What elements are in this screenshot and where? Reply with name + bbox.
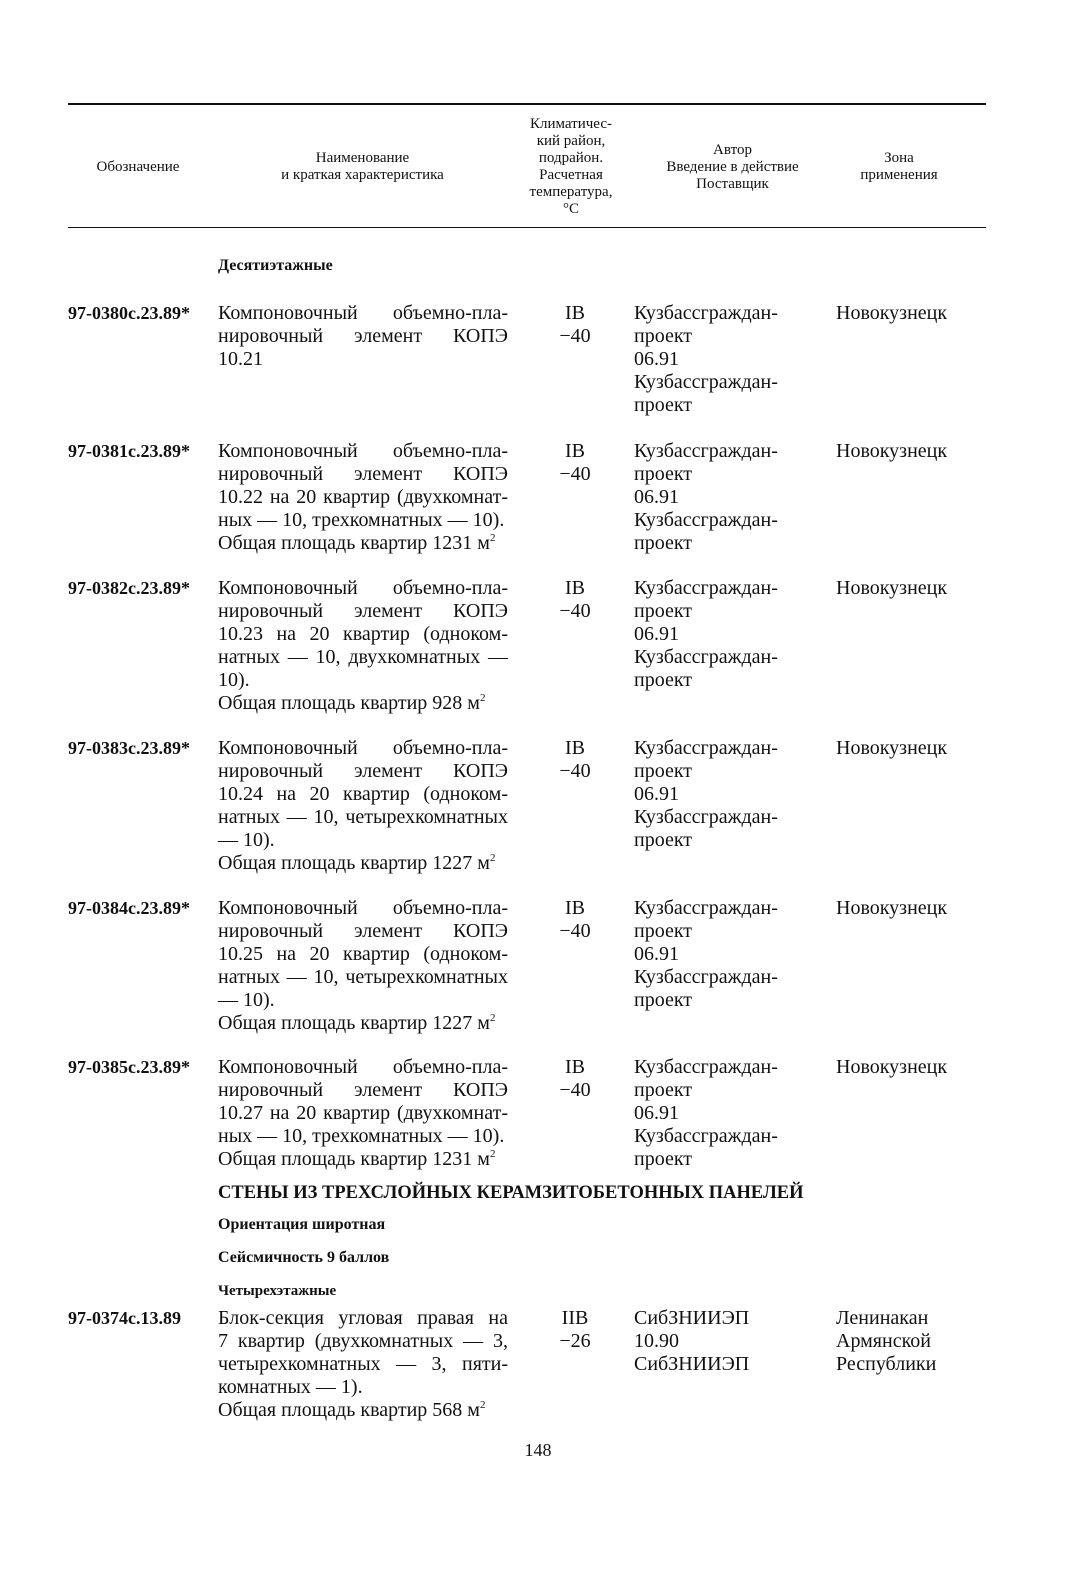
application-zone (836, 1056, 986, 1079)
area-line (218, 1148, 508, 1171)
description-line: Блок-секция угловая правая на (218, 1307, 508, 1329)
description-line: четырехкомнатных — 3, пяти- (218, 1353, 508, 1375)
description-line: ных — 10, трехкомнатных — 10). (218, 509, 505, 531)
climate-line: IB (565, 1056, 585, 1078)
author-line: проект (634, 989, 693, 1011)
description-line: 10.23 на 20 квартир (одноком- (218, 623, 508, 645)
section-ten-storey: Десятиэтажные (218, 257, 333, 274)
description-line: 10.27 на 20 квартир (двухкомнат- (218, 1102, 508, 1124)
author-line: 06.91 (634, 783, 679, 805)
description-line: нировочный элемент КОПЭ (218, 325, 508, 347)
description-line: нировочный элемент КОПЭ (218, 600, 508, 622)
author-line: проект (634, 532, 693, 554)
zone-line: Новокузнецк (836, 897, 948, 919)
description-line: — 10). (218, 829, 275, 851)
author-line: Кузбассграждан- (634, 966, 778, 988)
application-zone (836, 302, 986, 325)
header-line: Климатичес- (530, 116, 612, 132)
description (218, 897, 508, 1035)
header-line: применения (860, 167, 938, 183)
description-line: Компоновочный объемно-пла- (218, 737, 508, 759)
description-line: Компоновочный объемно-пла- (218, 440, 508, 462)
climate-region (540, 1307, 610, 1353)
application-zone (836, 440, 986, 463)
area-text: Общая площадь квартир 928 м (218, 692, 480, 714)
page-number: 148 (524, 1440, 552, 1460)
climate-line: −40 (559, 463, 591, 485)
description-line: 10.25 на 20 квартир (одноком- (218, 943, 508, 965)
description-line: — 10). (218, 989, 275, 1011)
description-line: комнатных — 1). (218, 1376, 363, 1398)
author-line: проект (634, 760, 693, 782)
area-unit-superscript: 2 (489, 852, 496, 864)
climate-region (540, 1056, 610, 1102)
header-line: Поставщик (696, 175, 769, 192)
description (218, 302, 508, 371)
author-line: Кузбассграждан- (634, 371, 778, 393)
climate-line: −40 (559, 325, 591, 347)
description-line: натных — 10, четырехкомнатных (218, 806, 508, 828)
area-unit-superscript: 2 (489, 532, 496, 544)
climate-line: IB (565, 737, 585, 759)
description-line: Компоновочный объемно-пла- (218, 577, 508, 599)
author-info (634, 440, 824, 555)
description-line: натных — 10, двухкомнатных — (218, 646, 508, 668)
description-line: Компоновочный объемно-пла- (218, 1056, 508, 1078)
description-line: 10.22 на 20 квартир (двухкомнат- (218, 486, 508, 508)
author-line: Кузбассграждан- (634, 1056, 778, 1078)
description (218, 577, 508, 715)
area-text: Общая площадь квартир 1227 м (218, 1012, 490, 1034)
zone-line: Новокузнецк (836, 577, 948, 599)
author-line: 06.91 (634, 486, 679, 508)
author-line: СибЗНИИЭП (634, 1353, 750, 1375)
author-info (634, 737, 824, 852)
description (218, 1056, 508, 1171)
author-line: Кузбассграждан- (634, 577, 778, 599)
header-line: Расчетная (539, 167, 603, 183)
author-line: Кузбассграждан- (634, 302, 778, 324)
description-line: 10). (218, 669, 250, 691)
climate-region (540, 440, 610, 486)
climate-line: IB (565, 577, 585, 599)
description (218, 737, 508, 875)
description-line: 10.24 на 20 квартир (одноком- (218, 783, 508, 805)
author-line: проект (634, 920, 693, 942)
header-author (640, 112, 825, 222)
description-line: нировочный элемент КОПЭ (218, 463, 508, 485)
designation-code: 97-0381с.23.89* (68, 441, 190, 461)
author-info (634, 577, 824, 692)
area-text: Общая площадь квартир 568 м (218, 1399, 480, 1421)
climate-line: −40 (559, 760, 591, 782)
author-info (634, 1056, 824, 1171)
header-line: °С (562, 201, 579, 217)
header-climate (512, 112, 630, 222)
author-line: 06.91 (634, 1102, 679, 1124)
area-line (218, 692, 508, 715)
designation-code: 97-0383с.23.89* (68, 738, 190, 758)
header-line: Введение в действие (666, 158, 799, 175)
author-line: 06.91 (634, 348, 679, 370)
zone-line: Армянской (836, 1330, 931, 1352)
climate-region (540, 737, 610, 783)
description-line: нировочный элемент КОПЭ (218, 920, 508, 942)
climate-line: −40 (559, 600, 591, 622)
author-line: Кузбассграждан- (634, 646, 778, 668)
author-line: проект (634, 394, 693, 416)
description-line: нировочный элемент КОПЭ (218, 1079, 508, 1101)
author-line: проект (634, 463, 693, 485)
climate-line: IB (565, 440, 585, 462)
header-line: Зона (884, 150, 914, 166)
author-line: Кузбассграждан- (634, 509, 778, 531)
author-line: проект (634, 600, 693, 622)
author-line: проект (634, 1079, 693, 1101)
application-zone (836, 1307, 986, 1376)
designation-code: 97-0374с.13.89 (68, 1308, 181, 1328)
header-line: Обозначение (96, 158, 180, 175)
header-line: температура, (529, 184, 613, 200)
climate-region (540, 897, 610, 943)
description (218, 1307, 508, 1422)
author-line: Кузбассграждан- (634, 737, 778, 759)
area-line (218, 532, 508, 555)
designation-code: 97-0380с.23.89* (68, 303, 190, 323)
description-line: ных — 10, трехкомнатных — 10). (218, 1125, 505, 1147)
header-line: подрайон. (538, 150, 604, 166)
description-line: 10.21 (218, 348, 263, 370)
description-line: 7 квартир (двухкомнатных — 3, (218, 1330, 508, 1352)
designation-code: 97-0385с.23.89* (68, 1057, 190, 1077)
table-top-rule (68, 103, 986, 105)
area-unit-superscript: 2 (479, 1399, 486, 1411)
climate-region (540, 577, 610, 623)
designation-code: 97-0384с.23.89* (68, 898, 190, 918)
header-line: Наименование (315, 150, 410, 166)
section-four-storey: Четырехэтажные (218, 1283, 337, 1299)
climate-line: IB (565, 302, 585, 324)
area-text: Общая площадь квартир 1231 м (218, 1148, 490, 1170)
application-zone (836, 577, 986, 600)
author-line: проект (634, 1148, 693, 1170)
area-text: Общая площадь квартир 1231 м (218, 532, 490, 554)
section-orientation: Ориентация широтная (218, 1216, 386, 1233)
climate-line: IB (565, 897, 585, 919)
area-line (218, 1012, 508, 1035)
author-line: 06.91 (634, 943, 679, 965)
zone-line: Новокузнецк (836, 302, 948, 324)
area-unit-superscript: 2 (479, 692, 486, 704)
zone-line: Новокузнецк (836, 1056, 948, 1078)
description-line: Компоновочный объемно-пла- (218, 302, 508, 324)
table-header-rule (68, 227, 986, 228)
climate-line: −40 (559, 920, 591, 942)
climate-line: −26 (559, 1330, 591, 1352)
climate-line: IIB (561, 1307, 589, 1329)
author-line: Кузбассграждан- (634, 1125, 778, 1147)
climate-region (540, 302, 610, 348)
section-walls: СТЕНЫ ИЗ ТРЕХСЛОЙНЫХ КЕРАМЗИТОБЕТОННЫХ ПАНЕЛЕЙ (218, 1183, 804, 1203)
description-line: Компоновочный объемно-пла- (218, 897, 508, 919)
author-info (634, 1307, 824, 1376)
area-unit-superscript: 2 (489, 1148, 496, 1160)
area-line (218, 1399, 508, 1422)
zone-line: Новокузнецк (836, 440, 948, 462)
header-line: кий район, (536, 133, 606, 149)
area-text: Общая площадь квартир 1227 м (218, 852, 490, 874)
zone-line: Ленинакан (836, 1307, 929, 1329)
author-line: СибЗНИИЭП (634, 1307, 750, 1329)
zone-line: Новокузнецк (836, 737, 948, 759)
section-seismic: Сейсмичность 9 баллов (218, 1249, 390, 1266)
author-line: проект (634, 669, 693, 691)
description (218, 440, 508, 555)
application-zone (836, 897, 986, 920)
header-line: Автор (713, 141, 752, 158)
climate-line: −40 (559, 1079, 591, 1101)
author-info (634, 897, 824, 1012)
author-line: Кузбассграждан- (634, 897, 778, 919)
description-line: натных — 10, четырехкомнатных (218, 966, 508, 988)
zone-line: Республики (836, 1353, 937, 1375)
author-line: проект (634, 325, 693, 347)
header-line: и краткая характеристика (281, 167, 444, 183)
author-line: проект (634, 829, 693, 851)
author-line: 10.90 (634, 1330, 679, 1352)
header-designation (68, 112, 208, 222)
designation-code: 97-0382с.23.89* (68, 578, 190, 598)
area-line (218, 852, 508, 875)
description-line: нировочный элемент КОПЭ (218, 760, 508, 782)
header-name (230, 112, 495, 222)
area-unit-superscript: 2 (489, 1012, 496, 1024)
author-info (634, 302, 824, 417)
author-line: 06.91 (634, 623, 679, 645)
header-zone (840, 112, 958, 222)
application-zone (836, 737, 986, 760)
author-line: Кузбассграждан- (634, 806, 778, 828)
author-line: Кузбассграждан- (634, 440, 778, 462)
